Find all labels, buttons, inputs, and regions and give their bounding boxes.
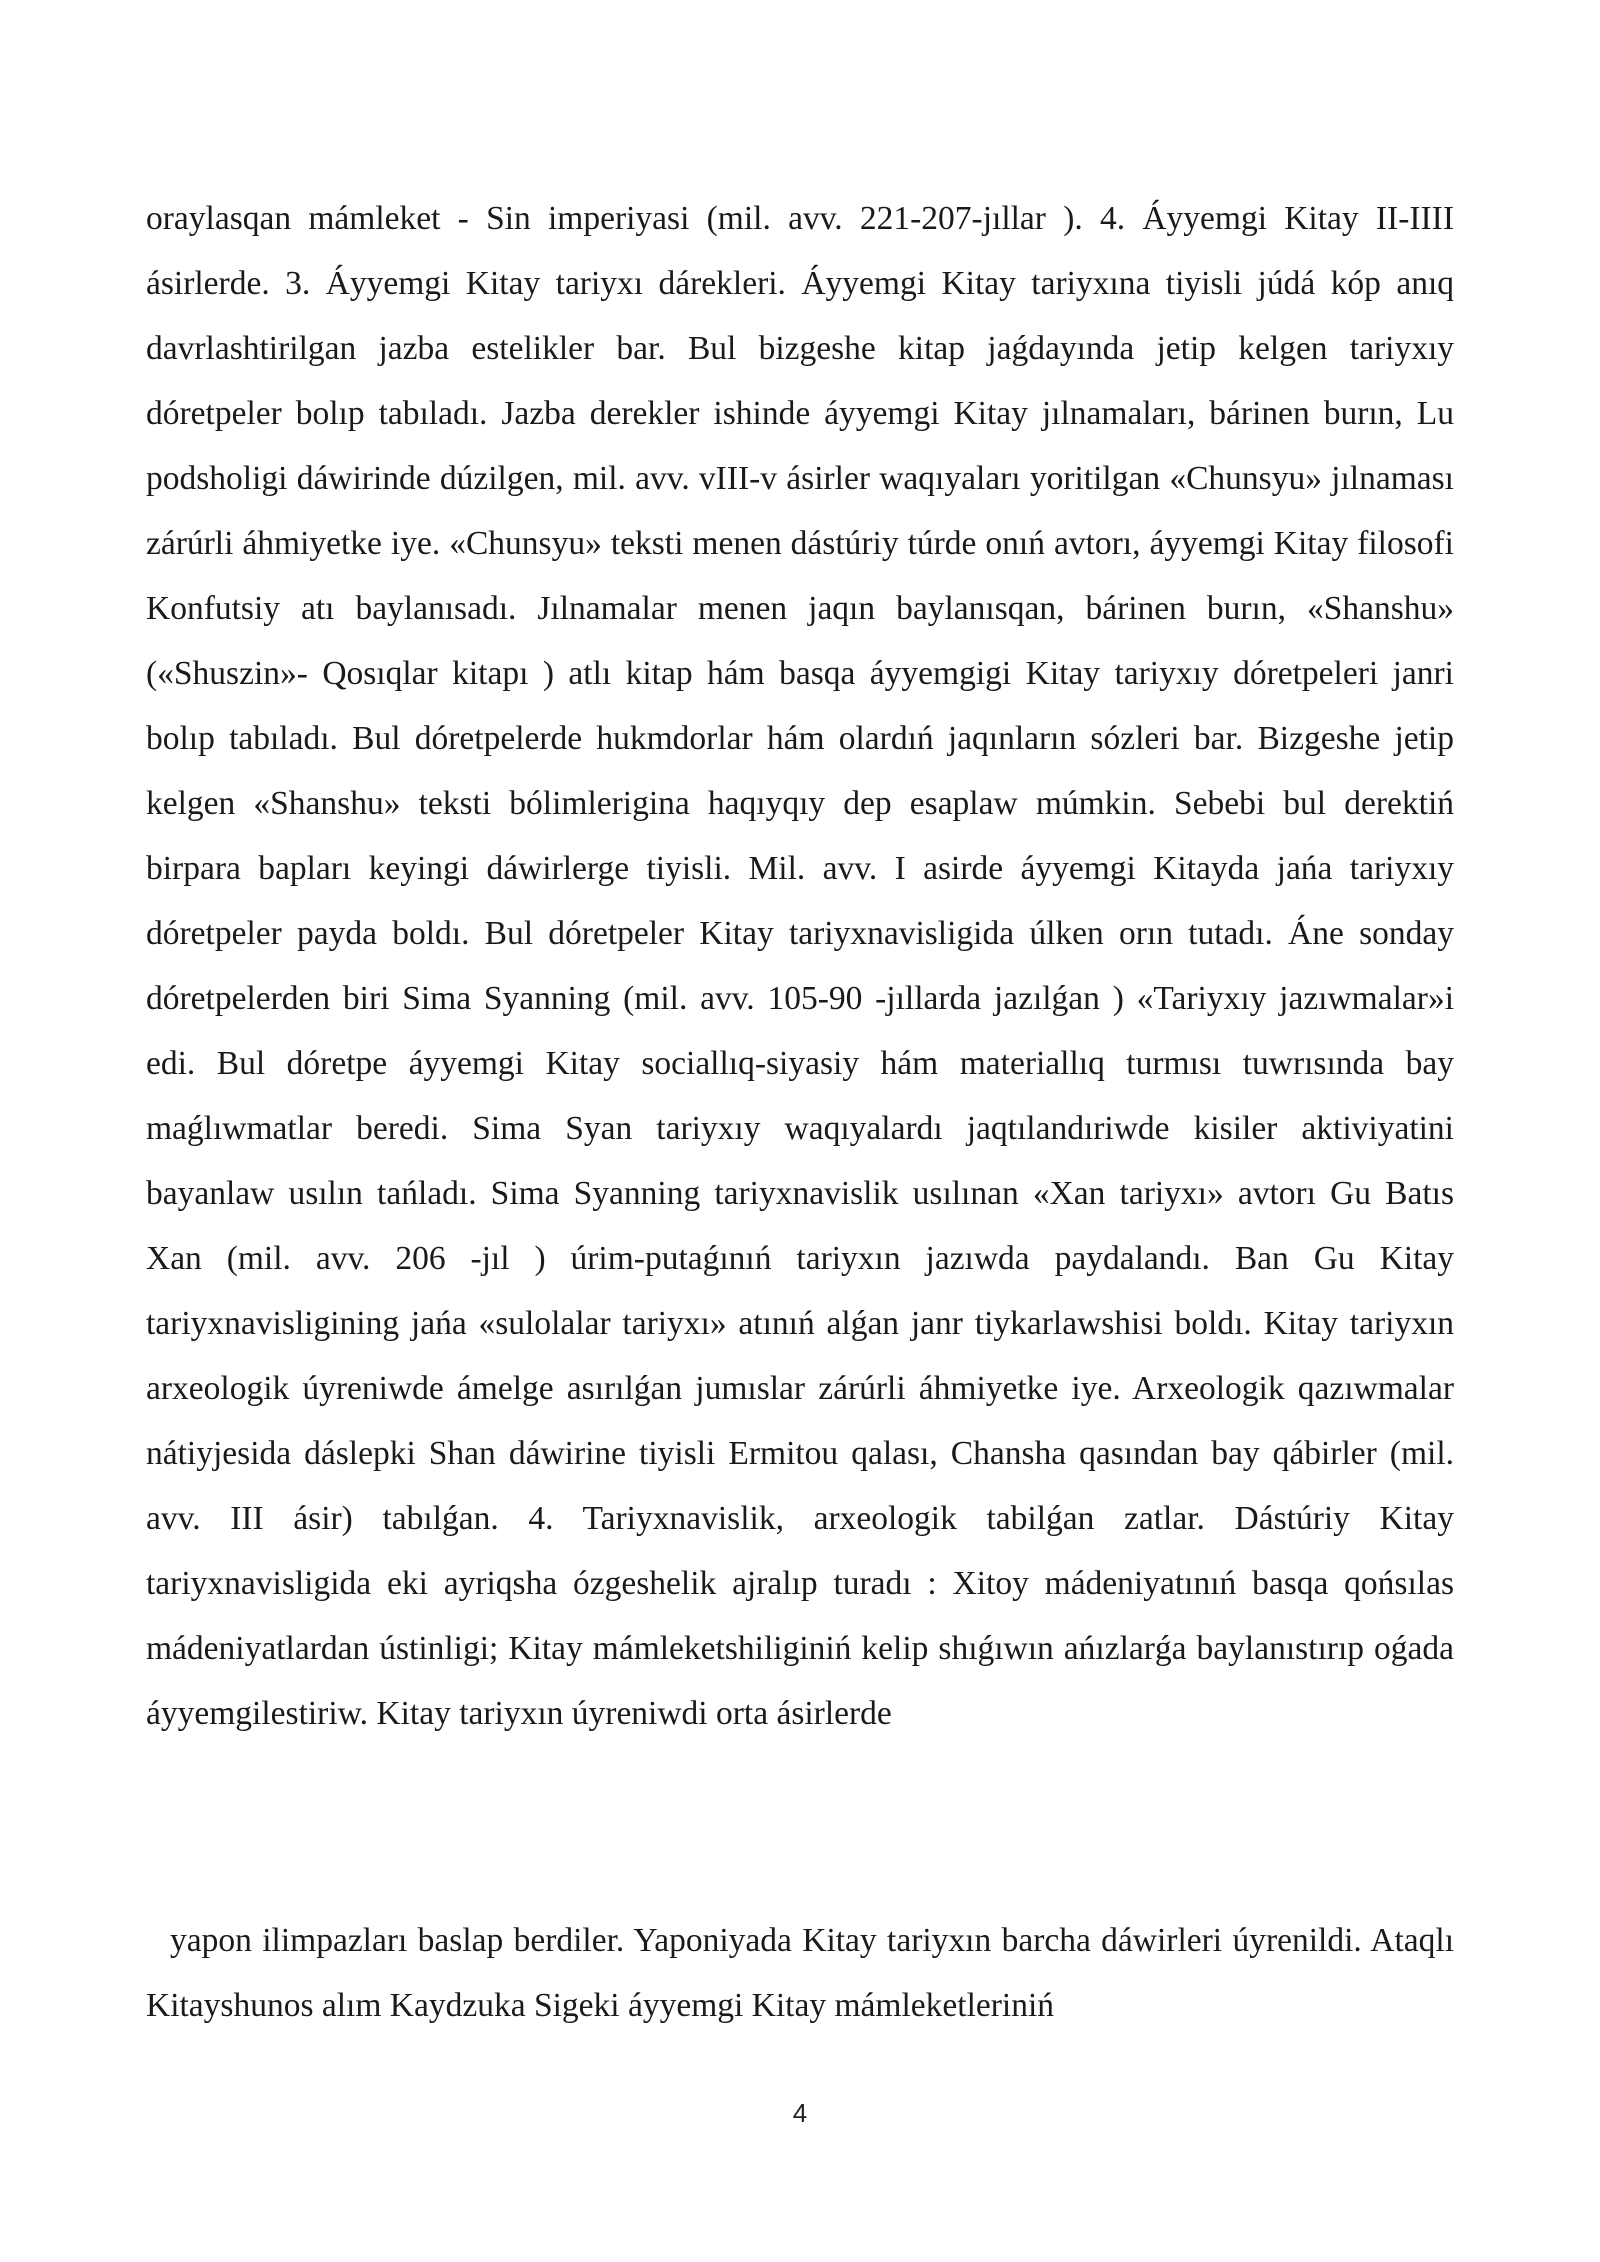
body-paragraph-1: oraylasqan mámleket - Sin imperiyasi (mil. avv. 221-207-jıllar ). 4. Áyyemgi Kitay II-IIII ásirlerde. 3. Áyyemgi Kitay tariyxı dárekleri. Áyyemgi Kitay tariyxına tiyisli júdá kóp anıq davrlashtirilgan jazba estelikler bar. Bul bizgeshe kitap jaǵdayında jetip kelgen tariyxıy dóretpeler bolıp tabıladı. Jazba derekler ishinde áyyemgi Kitay jılnamaları, bárinen burın, Lu podsholigi dáwirinde dúzilgen, mil. avv. vIII-v ásirler waqıyaları yoritilgan «Chunsyu» jılnaması zárúrli áhmiyetke iye. «Chunsyu» teksti menen dástúriy túrde onıń avtorı, áyyemgi Kitay filosofi Konfutsiy atı baylanısadı. Jılnamalar menen jaqın baylanısqan, bárinen burın, «Shanshu» («Shuszin»- Qosıqlar kitapı ) atlı kitap hám basqa áyyemgigi Kitay tariyxıy dóretpeleri janri bolıp tabıladı. Bul dóretpelerde hukmdorlar hám olardıń jaqınların sózleri bar. Bizgeshe jetip kelgen «Shanshu» teksti bólimlerigina haqıyqıy dep esaplaw múmkin. Sebebi bul derektiń birpara bapları keyingi dáwirlerge tiyisli. Mil. avv. I asirde áyyemgi Kitayda jańa tariyxıy dóretpeler payda boldı. Bul dóretpeler Kitay tariyxnavisligida úlken orın tutadı. Áne sonday dóretpelerden biri Sima Syanning (mil. avv. 105-90 -jıllarda jazılǵan ) «Tariyxıy jazıwmalar»i edi. Bul dóretpe áyyemgi Kitay sociallıq-siyasiy hám materiallıq turmısı tuwrısında bay maǵlıwmatlar beredi. Sima Syan tariyxıy waqıyalardı jaqtılandıriwde kisiler aktiviyatini bayanlaw usılın tańladı. Sima Syanning tariyxnavislik usılınan «Xan tariyxı» avtorı Gu Batıs Xan (mil. avv. 206 -jıl ) úrim-putaǵınıń tariyxın jazıwda paydalandı. Ban Gu Kitay tariyxnavisligining jańa «sulolalar tariyxı» atınıń alǵan janr tiykarlawshisi boldı. Kitay tariyxın arxeologik úyreniwde ámelge asırılǵan jumıslar zárúrli áhmiyetke iye. Arxeologik qazıwmalar nátiyjesida dáslepki Shan dáwirine tiyisli Ermitou qalası, Chansha qasından bay qábirler (mil. avv. III ásir) tabılǵan. 4. Tariyxnavislik, arxeologik tabilǵan zatlar. Dástúriy Kitay tariyxnavisligida eki ayriqsha ózgeshelik ajralıp turadı : Xitoy mádeniyatınıń basqa qońsılas mádeniyatlardan ústinligi; Kitay mámleketshiliginiń kelip shıǵıwın ańızlarǵa baylanıstırıp oǵada áyyemgilestiriw. Kitay tariyxın úyreniwdi orta ásirlerde	[146, 200, 1454, 1732]
body-paragraph-2: yapon ilimpazları baslap berdiler. Yaponiyada Kitay tariyxın barcha dáwirleri úyrenildi. Ataqlı Kitayshunos alım Kaydzuka Sigeki áyyemgi Kitay mámleketleriniń	[146, 1922, 1454, 2024]
page-number: 4	[792, 2098, 808, 2128]
